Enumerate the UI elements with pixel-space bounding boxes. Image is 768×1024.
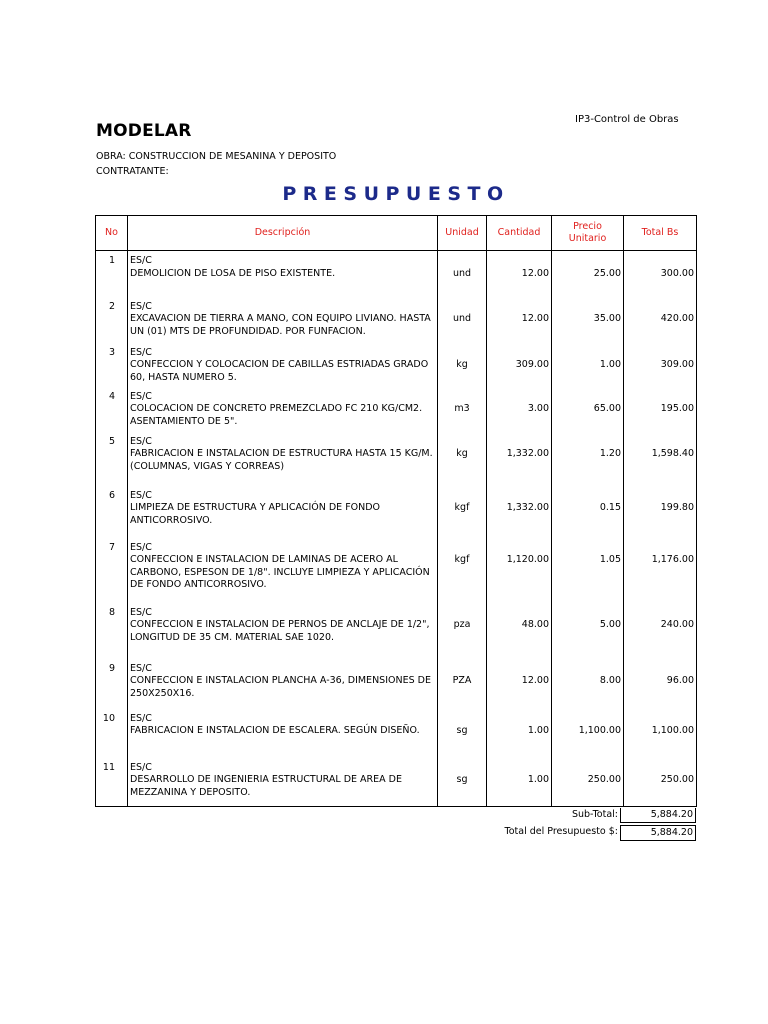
item-number: 6: [96, 486, 128, 538]
item-unit-cell: [438, 432, 487, 486]
item-number: 2: [96, 297, 128, 343]
item-total: 1,100.00: [651, 725, 694, 736]
item-number: 1: [96, 251, 128, 297]
item-total-cell: [624, 709, 697, 758]
item-quantity-cell: [487, 387, 552, 432]
item-description-cell: [128, 603, 438, 659]
item-code: ES/C: [130, 606, 152, 618]
item-unit-price-cell: [552, 486, 624, 538]
item-description-cell: [128, 538, 438, 603]
item-code: ES/C: [130, 761, 152, 773]
item-unit-cell: [438, 387, 487, 432]
contractor-label: CONTRATANTE:: [96, 166, 169, 177]
item-unit: pza: [453, 619, 471, 630]
item-number: 10: [96, 709, 128, 758]
table-row: [96, 432, 697, 486]
item-unit-price-cell: [552, 297, 624, 343]
item-description: EXCAVACION DE TIERRA A MANO, CON EQUIPO LIVIANO. HASTA UN (01) MTS DE PROFUNDIDAD. POR FUNFACION.: [130, 313, 431, 337]
item-total: 195.00: [660, 403, 694, 414]
item-unit-price: 25.00: [593, 267, 621, 279]
item-description: CONFECCION E INSTALACION DE PERNOS DE ANCLAJE DE 1/2", LONGITUD DE 35 CM. MATERIAL SAE 1020.: [130, 619, 430, 643]
table-row: [96, 251, 697, 297]
table-row: [96, 343, 697, 387]
item-quantity-cell: [487, 758, 552, 807]
item-quantity: 1.00: [527, 725, 549, 736]
item-total: 199.80: [660, 502, 694, 513]
table-row: [96, 486, 697, 538]
item-quantity: 1.00: [527, 774, 549, 785]
item-unit-cell: [438, 297, 487, 343]
table-row: [96, 387, 697, 432]
item-code: ES/C: [130, 489, 152, 501]
item-number: 11: [96, 758, 128, 807]
item-quantity: 1,120.00: [506, 554, 549, 565]
item-unit: PZA: [452, 675, 472, 686]
item-quantity-cell: [487, 603, 552, 659]
company-name: MODELAR: [96, 121, 192, 141]
item-number: 9: [96, 659, 128, 709]
item-unit-price: 5.00: [599, 619, 621, 630]
table-row: [96, 659, 697, 709]
item-total: 96.00: [666, 675, 694, 686]
item-quantity-cell: [487, 297, 552, 343]
item-description: DESARROLLO DE INGENIERIA ESTRUCTURAL DE AREA DE MEZZANINA Y DEPOSITO.: [130, 774, 402, 798]
item-quantity: 12.00: [521, 675, 549, 686]
item-unit: sg: [456, 725, 468, 736]
item-description-cell: [128, 297, 438, 343]
item-unit-price: 1.05: [599, 554, 621, 565]
item-number: 7: [96, 538, 128, 603]
item-code: ES/C: [130, 435, 152, 447]
table-row: [96, 297, 697, 343]
item-unit: kgf: [454, 554, 470, 565]
item-total-cell: [624, 387, 697, 432]
item-unit-price-cell: [552, 343, 624, 387]
item-description-cell: [128, 432, 438, 486]
item-quantity: 48.00: [521, 619, 549, 630]
item-unit: kg: [456, 448, 468, 459]
item-quantity: 1,332.00: [506, 502, 549, 513]
item-code: ES/C: [130, 390, 152, 402]
project-name: OBRA: CONSTRUCCION DE MESANINA Y DEPOSITO: [96, 151, 337, 162]
table-header-row: [96, 216, 697, 251]
item-unit-price-cell: [552, 538, 624, 603]
item-unit-cell: [438, 538, 487, 603]
item-unit-price-cell: [552, 758, 624, 807]
item-description-cell: [128, 659, 438, 709]
item-unit-price: 1.20: [599, 448, 621, 459]
item-quantity-cell: [487, 343, 552, 387]
column-header-cantidad: Cantidad: [487, 216, 552, 251]
item-total-cell: [624, 603, 697, 659]
item-code: ES/C: [130, 541, 152, 553]
item-total: 300.00: [660, 267, 694, 279]
item-quantity-cell: [487, 251, 552, 297]
item-unit: sg: [456, 774, 468, 785]
item-unit-price: 0.15: [599, 502, 621, 513]
item-unit-cell: [438, 659, 487, 709]
item-description: CONFECCION E INSTALACION PLANCHA A-36, DIMENSIONES DE 250X250X16.: [130, 675, 431, 699]
item-total-cell: [624, 538, 697, 603]
table-row: [96, 538, 697, 603]
table-row: [96, 709, 697, 758]
item-description-cell: [128, 251, 438, 297]
item-total: 240.00: [660, 619, 694, 630]
item-unit: und: [452, 313, 472, 324]
item-unit-cell: [438, 603, 487, 659]
budget-table: [95, 215, 697, 807]
item-unit: kgf: [454, 502, 470, 513]
item-code: ES/C: [130, 662, 152, 674]
item-quantity: 3.00: [527, 403, 549, 414]
item-quantity: 309.00: [515, 359, 549, 370]
item-description-cell: [128, 709, 438, 758]
item-unit-price-cell: [552, 659, 624, 709]
table-body: [96, 251, 697, 807]
item-description-cell: [128, 387, 438, 432]
item-unit-cell: [438, 251, 487, 297]
table-row: [96, 603, 697, 659]
item-quantity-cell: [487, 538, 552, 603]
item-total-cell: [624, 343, 697, 387]
column-header-no: No: [96, 216, 128, 251]
item-number: 4: [96, 387, 128, 432]
item-total: 1,176.00: [651, 554, 694, 565]
item-unit-cell: [438, 709, 487, 758]
item-unit-price-cell: [552, 432, 624, 486]
column-header-precio-unitario: Precio Unitario: [552, 216, 624, 251]
item-description-cell: [128, 486, 438, 538]
item-unit-price: 8.00: [599, 675, 621, 686]
item-quantity: 1,332.00: [506, 448, 549, 459]
item-unit-price-cell: [552, 603, 624, 659]
item-unit-price: 1.00: [599, 359, 621, 370]
item-total: 309.00: [660, 359, 694, 370]
item-unit-cell: [438, 758, 487, 807]
column-header-unidad: Unidad: [438, 216, 487, 251]
item-description: CONFECCION Y COLOCACION DE CABILLAS ESTRIADAS GRADO 60, HASTA NUMERO 5.: [130, 359, 429, 383]
item-total: 420.00: [660, 313, 694, 324]
item-total: 250.00: [660, 774, 694, 785]
total-label: Total del Presupuesto $:: [504, 826, 618, 837]
item-quantity-cell: [487, 432, 552, 486]
item-unit-price: 65.00: [593, 403, 621, 414]
item-total: 1,598.40: [651, 448, 694, 459]
item-quantity-cell: [487, 486, 552, 538]
subtotal-label: Sub-Total:: [571, 809, 618, 820]
item-quantity-cell: [487, 709, 552, 758]
item-quantity: 12.00: [521, 267, 549, 279]
item-quantity: 12.00: [521, 313, 549, 324]
item-code: ES/C: [130, 255, 152, 266]
item-total-cell: [624, 486, 697, 538]
item-total-cell: [624, 758, 697, 807]
item-description: LIMPIEZA DE ESTRUCTURA Y APLICACIÓN DE FONDO ANTICORROSIVO.: [130, 502, 381, 526]
item-total-cell: [624, 659, 697, 709]
item-unit-cell: [438, 486, 487, 538]
item-description: CONFECCION E INSTALACION DE LAMINAS DE ACERO AL CARBONO, ESPESON DE 1/8". INCLUYE LIMPIEZA Y APLICACIÓN DE FONDO ANTICORROSIVO.: [130, 554, 430, 590]
item-unit-price-cell: [552, 709, 624, 758]
item-unit-price: 250.00: [587, 774, 621, 785]
item-code: ES/C: [130, 346, 152, 358]
item-code: ES/C: [130, 300, 152, 312]
item-unit: m3: [454, 403, 470, 414]
item-description: COLOCACION DE CONCRETO PREMEZCLADO FC 210 KG/CM2. ASENTAMIENTO DE 5".: [130, 403, 423, 427]
item-unit: und: [452, 267, 472, 279]
item-description-cell: [128, 343, 438, 387]
item-description: DEMOLICION DE LOSA DE PISO EXISTENTE.: [130, 267, 336, 279]
column-header-descripcion: Descripción: [128, 216, 438, 251]
item-unit: kg: [456, 359, 468, 370]
item-unit-price: 1,100.00: [578, 725, 621, 736]
item-total-cell: [624, 251, 697, 297]
item-number: 3: [96, 343, 128, 387]
item-description-cell: [128, 758, 438, 807]
item-description: FABRICACION E INSTALACION DE ESTRUCTURA HASTA 15 KG/M. (COLUMNAS, VIGAS Y CORREAS): [130, 448, 433, 472]
subtotal-value: 5,884.20: [620, 808, 696, 823]
item-unit-cell: [438, 343, 487, 387]
item-quantity-cell: [487, 659, 552, 709]
total-value: 5,884.20: [620, 825, 696, 841]
item-total-cell: [624, 297, 697, 343]
item-number: 8: [96, 603, 128, 659]
item-total-cell: [624, 432, 697, 486]
item-description: FABRICACION E INSTALACION DE ESCALERA. SEGÚN DISEÑO.: [130, 725, 420, 736]
item-unit-price: 35.00: [593, 313, 621, 324]
table-row: [96, 758, 697, 807]
item-unit-price-cell: [552, 251, 624, 297]
column-header-total: Total Bs: [624, 216, 697, 251]
page-title: PRESUPUESTO: [282, 183, 510, 205]
document-code: IP3-Control de Obras: [575, 114, 679, 125]
item-unit-price-cell: [552, 387, 624, 432]
item-number: 5: [96, 432, 128, 486]
item-code: ES/C: [130, 712, 152, 724]
